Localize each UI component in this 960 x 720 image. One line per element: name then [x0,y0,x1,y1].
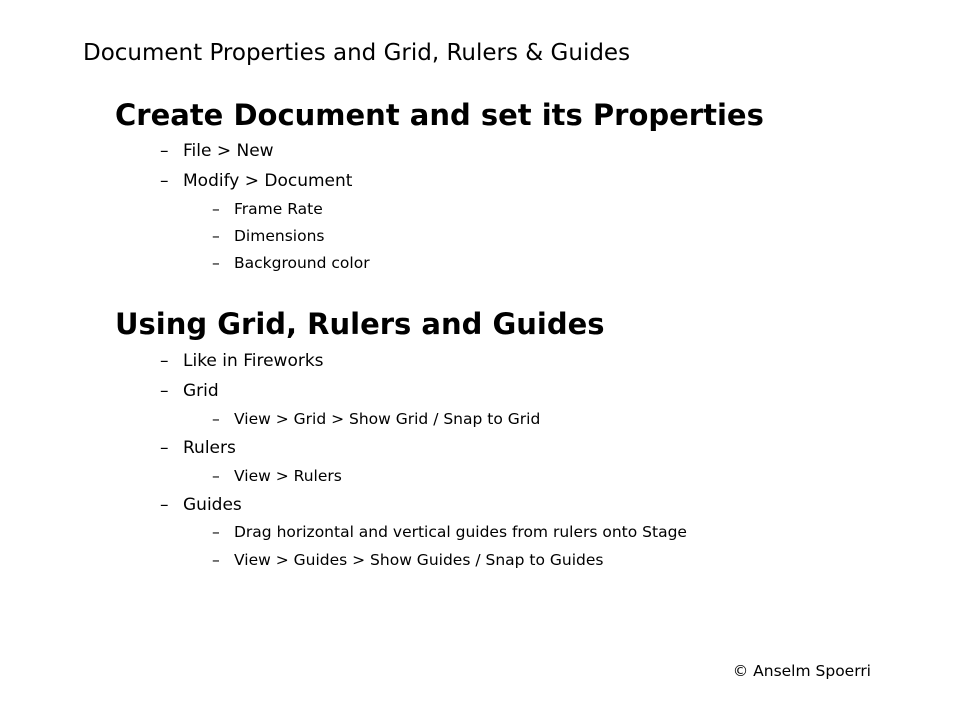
list-item-text: Frame Rate [234,200,323,218]
list-item-text: Drag horizontal and vertical guides from rulers onto Stage [234,523,687,541]
bullet-dash: – [212,227,220,245]
list-item [160,494,242,516]
list-item [212,550,603,570]
bullet-dash: – [160,171,169,191]
list-item-text: Guides [183,495,242,515]
list-item [212,466,342,486]
list-item-text: Modify > Document [183,171,353,191]
bullet-dash: – [212,523,220,541]
list-item [212,253,370,273]
bullet-dash: – [212,551,220,569]
bullet-dash: – [212,467,220,485]
bullet-dash: – [160,141,169,161]
section-heading-document-properties: Create Document and set its Properties [115,98,764,132]
list-item-text: Background color [234,254,370,272]
list-item-text: Like in Fireworks [183,351,324,371]
section-heading-grid-rulers-guides: Using Grid, Rulers and Guides [115,307,605,341]
list-item [160,170,352,192]
bullet-dash: – [212,410,220,428]
list-item [212,409,540,429]
list-item-text: View > Guides > Show Guides / Snap to Guides [234,551,604,569]
bullet-dash: – [212,200,220,218]
bullet-dash: – [212,254,220,272]
list-item-text: File > New [183,141,274,161]
bullet-dash: – [160,351,169,371]
bullet-dash: – [160,381,169,401]
list-item-text: Rulers [183,438,236,458]
list-item-text: View > Grid > Show Grid / Snap to Grid [234,410,541,428]
copyright-footer: © Anselm Spoerri [732,662,871,680]
list-item [212,226,324,246]
list-item-text: View > Rulers [234,467,342,485]
page-title: Document Properties and Grid, Rulers & Guides [83,40,631,66]
bullet-dash: – [160,438,169,458]
list-item [160,140,274,162]
list-item-text: Dimensions [234,227,325,245]
list-item [160,437,236,459]
list-item-text: Grid [183,381,219,401]
list-item [212,199,323,219]
list-item [160,380,219,402]
list-item [212,522,687,542]
list-item [160,350,324,372]
bullet-dash: – [160,495,169,515]
